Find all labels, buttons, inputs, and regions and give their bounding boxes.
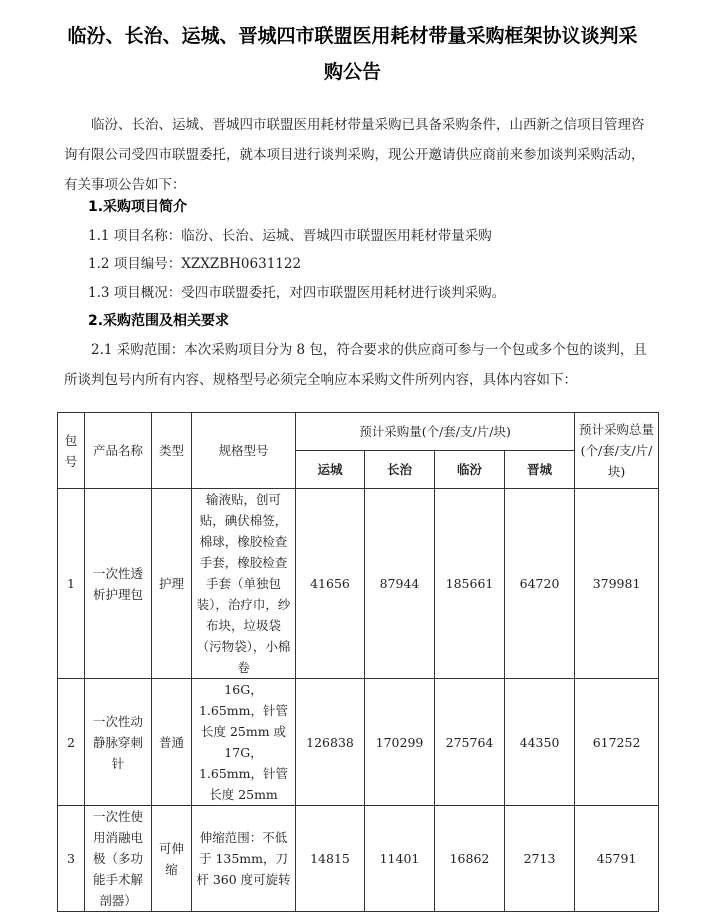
cell-linfen: 185661: [435, 489, 505, 679]
header-spec: 规格型号: [192, 413, 296, 489]
cell-pkg: 3: [58, 806, 85, 912]
header-total: 预计采购总量(个/套/支/片/块): [575, 413, 659, 489]
cell-product: 一次性使用消融电极（多功能手术解剖器）: [85, 806, 152, 912]
table-row: [58, 679, 659, 806]
cell-type: 可伸缩: [152, 806, 192, 912]
cell-pkg: 2: [58, 679, 85, 806]
cell-total: 379981: [575, 489, 659, 679]
title-line-1: 临汾、长治、运城、晋城四市联盟医用耗材带量采购框架协议谈判采: [67, 25, 638, 47]
header-product: 产品名称: [85, 413, 152, 489]
item-1-2: 1.2 项目编号：XZXZBH0631122: [88, 256, 302, 272]
cell-changzhi: 11401: [365, 806, 435, 912]
page-title: [40, 18, 665, 90]
table-header-row: [58, 413, 659, 451]
cell-total: 45791: [575, 806, 659, 912]
cell-jincheng: 2713: [505, 806, 575, 912]
cell-jincheng: 44350: [505, 679, 575, 806]
cell-type: 普通: [152, 679, 192, 806]
header-jincheng: 晋城: [505, 451, 575, 489]
section-1-heading: 1.采购项目简介: [88, 199, 188, 215]
header-changzhi: 长治: [365, 451, 435, 489]
cell-spec: 伸缩范围：不低于 135mm，刀杆 360 度可旋转: [192, 806, 296, 912]
cell-jincheng: 64720: [505, 489, 575, 679]
cell-pkg: 1: [58, 489, 85, 679]
header-yuncheng: 运城: [296, 451, 365, 489]
cell-total: 617252: [575, 679, 659, 806]
item-1-1: 1.1 项目名称：临汾、长治、运城、晋城四市联盟医用耗材带量采购: [88, 228, 492, 244]
cell-product: 一次性透析护理包: [85, 489, 152, 679]
cell-changzhi: 87944: [365, 489, 435, 679]
table-row: [58, 806, 659, 912]
header-linfen: 临汾: [435, 451, 505, 489]
cell-linfen: 275764: [435, 679, 505, 806]
scope-paragraph: 2.1 采购范围：本次采购项目分为 8 包，符合要求的供应商可参与一个包或多个包的谈判，且所谈判包号内所有内容、规格型号必须完全响应本采购文件所列内容，具体内容如下：: [64, 342, 647, 388]
table-row: [58, 489, 659, 679]
cell-spec: 输液贴，创可贴，碘伏棉签，棉球，橡胶检查手套，橡胶检查手套（单独包装），治疗巾，纱布块，垃圾袋（污物袋），小棉卷: [192, 489, 296, 679]
header-type: 类型: [152, 413, 192, 489]
item-1-3: 1.3 项目概况：受四市联盟委托，对四市联盟医用耗材进行谈判采购。: [88, 285, 506, 301]
cell-product: 一次性动静脉穿刺针: [85, 679, 152, 806]
cell-yuncheng: 14815: [296, 806, 365, 912]
procurement-table: [57, 412, 659, 912]
section-2-heading: 2.采购范围及相关要求: [88, 313, 230, 329]
header-pkg: 包号: [58, 413, 85, 489]
intro-paragraph: 临汾、长治、运城、晋城四市联盟医用耗材带量采购已具备采购条件，山西新之信项目管理咨询有限公司受四市联盟委托，就本项目进行谈判采购，现公开邀请供应商前来参加谈判采购活动，有关事项公告如下：: [64, 117, 645, 193]
cell-spec: 16G，1.65mm，针管长度 25mm 或 17G，1.65mm，针管长度 25mm: [192, 679, 296, 806]
title-line-2: 购公告: [323, 61, 381, 83]
cell-linfen: 16862: [435, 806, 505, 912]
header-est: 预计采购量(个/套/支/片/块): [296, 413, 575, 451]
cell-changzhi: 170299: [365, 679, 435, 806]
cell-yuncheng: 126838: [296, 679, 365, 806]
cell-yuncheng: 41656: [296, 489, 365, 679]
cell-type: 护理: [152, 489, 192, 679]
